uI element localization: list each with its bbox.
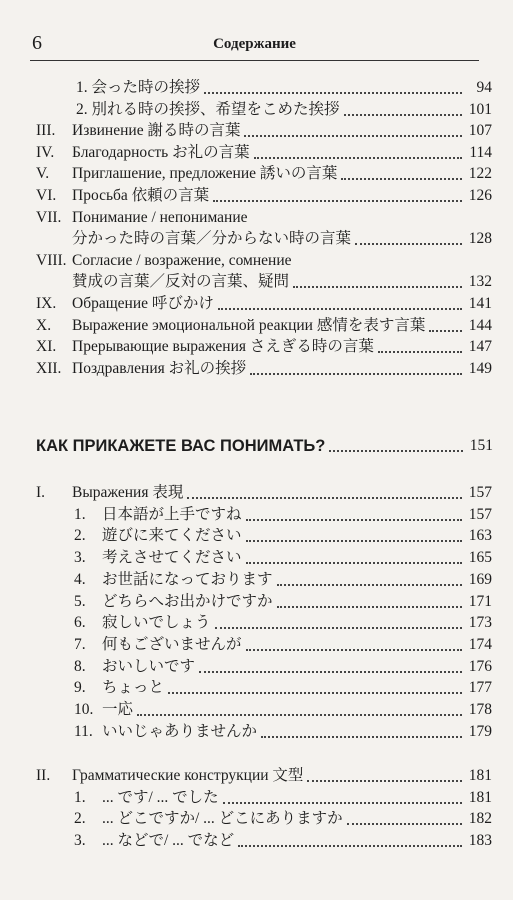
dot-leader bbox=[341, 178, 462, 180]
dot-leader bbox=[347, 823, 462, 825]
toc-entry-number: IV. bbox=[36, 143, 55, 161]
toc-entry-title: Грамматические конструкции 文型 bbox=[72, 767, 304, 784]
toc-entry-number: X. bbox=[36, 316, 52, 334]
toc-entry-number: 8. bbox=[74, 657, 86, 675]
toc-entry-title: おいしいです bbox=[102, 657, 196, 675]
section-heading bbox=[36, 432, 493, 460]
toc-entry-number: VII. bbox=[36, 208, 62, 226]
dot-leader bbox=[246, 519, 462, 521]
toc-entry bbox=[0, 162, 513, 186]
toc-entry-number: VI. bbox=[36, 187, 57, 204]
dot-leader bbox=[218, 308, 462, 310]
toc-entry-page: 147 bbox=[468, 338, 492, 356]
dot-leader bbox=[293, 286, 462, 288]
dot-leader bbox=[244, 135, 462, 137]
toc-entry-title: Приглашение, предложение 誘いの言葉 bbox=[72, 165, 338, 183]
dot-leader bbox=[168, 692, 462, 694]
toc-entry-title: 何もございませんが bbox=[102, 635, 242, 653]
toc-entry-number: 2. bbox=[74, 527, 86, 545]
toc-entry-title: 一応 bbox=[102, 701, 134, 718]
toc-entry bbox=[0, 270, 513, 294]
toc-entry-page: 177 bbox=[468, 679, 492, 697]
toc-entry-title: どちらへお出かけですか bbox=[102, 592, 273, 610]
toc-entry-number: 10. bbox=[74, 701, 94, 718]
toc-entry-title: 2. 別れる時の挨拶、希望をこめた挨拶 bbox=[76, 100, 340, 118]
toc-entry-number: III. bbox=[36, 122, 56, 140]
dot-leader bbox=[187, 497, 462, 499]
toc-entry-title: Согласие / возражение, сомнение bbox=[72, 251, 292, 269]
dot-leader bbox=[246, 562, 462, 564]
toc-entry-page: 178 bbox=[468, 701, 492, 718]
toc-entry-title: Понимание / непонимание bbox=[72, 208, 248, 226]
toc-entry-title: いいじゃありませんか bbox=[102, 722, 258, 740]
toc-entry bbox=[0, 611, 513, 635]
toc-entry-title: Просьба 依頼の言葉 bbox=[72, 187, 210, 204]
toc-entry-page: 174 bbox=[468, 635, 492, 653]
toc-entry-page: 157 bbox=[468, 505, 492, 523]
toc-entry-number: II. bbox=[36, 767, 51, 784]
toc-entry-title: 考えさせてください bbox=[102, 549, 242, 567]
toc-entry-title: 1. 会った時の挨拶 bbox=[76, 79, 201, 96]
toc-entry-page: 122 bbox=[468, 165, 492, 183]
dot-leader bbox=[355, 243, 462, 245]
toc-entry bbox=[0, 568, 513, 592]
toc-entry-title: Благодарность お礼の言葉 bbox=[72, 143, 250, 161]
dot-leader bbox=[137, 714, 462, 716]
toc-entry-number: 6. bbox=[74, 614, 86, 632]
toc-entry-page: 101 bbox=[468, 100, 492, 118]
toc-entry bbox=[0, 314, 513, 338]
dot-leader bbox=[307, 780, 462, 782]
dot-leader bbox=[223, 802, 462, 804]
toc-entry-title: Извинение 謝る時の言葉 bbox=[72, 122, 241, 140]
toc-entry-page: 163 bbox=[468, 527, 492, 545]
toc-entry bbox=[0, 481, 513, 505]
toc-entry bbox=[0, 335, 513, 359]
dot-leader bbox=[204, 92, 462, 94]
toc-entry-number: 7. bbox=[74, 635, 86, 653]
toc-entry-number: 2. bbox=[74, 810, 86, 828]
dot-leader bbox=[246, 649, 462, 651]
toc-entry-page: 144 bbox=[468, 316, 492, 334]
toc-entry-page: 181 bbox=[468, 767, 492, 784]
toc-entry bbox=[0, 546, 513, 570]
toc-entry-page: 107 bbox=[468, 122, 492, 140]
toc-entry-title: Выражения 表現 bbox=[72, 484, 184, 501]
toc-entry-page: 114 bbox=[469, 143, 492, 161]
toc-entry bbox=[0, 590, 513, 614]
toc-entry-number: XII. bbox=[36, 359, 62, 377]
toc-entry-title: ... です/ ... でした bbox=[102, 788, 219, 806]
toc-entry-title: Прерывающие выражения さえぎる時の言葉 bbox=[72, 338, 374, 356]
toc-entry bbox=[0, 786, 513, 810]
toc-entry-title: Обращение 呼びかけ bbox=[72, 295, 214, 312]
toc-entry-number: 3. bbox=[74, 832, 86, 850]
toc-entry-page: 176 bbox=[468, 657, 492, 675]
toc-entry-number: 5. bbox=[74, 592, 86, 610]
toc-entry-title: ちょっと bbox=[102, 679, 165, 697]
dot-leader bbox=[261, 736, 462, 738]
toc-entry-page: 157 bbox=[468, 484, 492, 501]
toc-entry-number: 1. bbox=[74, 505, 86, 523]
toc-entry-page: 94 bbox=[476, 79, 492, 96]
toc-entry-number: IX. bbox=[36, 295, 57, 312]
toc-entry-number: 3. bbox=[74, 549, 86, 567]
toc-entry-number: 11. bbox=[74, 722, 93, 740]
toc-entry bbox=[0, 633, 513, 657]
toc-entry-number: I. bbox=[36, 484, 46, 501]
toc-entry-title: ... などで/ ... でなど bbox=[102, 832, 235, 850]
toc-entry-page: 171 bbox=[468, 592, 492, 610]
toc-entry bbox=[0, 119, 513, 143]
toc-entry-number: 1. bbox=[74, 788, 86, 806]
toc-entry-page: 149 bbox=[468, 359, 492, 377]
toc-entry-title: 分かった時の言葉／分からない時の言葉 bbox=[72, 230, 352, 248]
toc-entry bbox=[0, 184, 513, 208]
toc-entry-title: 賛成の言葉／反対の言葉、疑問 bbox=[72, 273, 290, 291]
page-number: 6 bbox=[32, 32, 42, 54]
toc-entry-page: 181 bbox=[468, 788, 492, 806]
toc-entry-title: 寂しいでしょう bbox=[102, 614, 211, 632]
toc-entry-title: Поздравления お礼の挨拶 bbox=[72, 359, 247, 377]
dot-leader bbox=[277, 584, 462, 586]
dot-leader bbox=[250, 373, 462, 375]
toc-entry bbox=[0, 764, 513, 788]
toc-entry-title: 遊びに来てください bbox=[102, 527, 242, 545]
running-title: Содержание bbox=[213, 36, 296, 52]
toc-entry-page: 183 bbox=[468, 832, 492, 850]
toc-entry bbox=[0, 292, 513, 316]
dot-leader bbox=[378, 351, 462, 353]
toc-entry bbox=[0, 249, 513, 273]
toc-entry-page: 182 bbox=[468, 810, 492, 828]
toc-entry bbox=[0, 98, 513, 122]
toc-entry-number: VIII. bbox=[36, 251, 67, 269]
toc-entry bbox=[0, 698, 513, 722]
toc-entry bbox=[0, 829, 513, 853]
toc-entry-page: 169 bbox=[468, 570, 492, 588]
toc-entry-page: 173 bbox=[468, 614, 492, 632]
toc-entry-title: Выражение эмоциональной реакции 感情を表す言葉 bbox=[72, 316, 426, 334]
toc-entry bbox=[0, 76, 513, 100]
toc-entry-page: 126 bbox=[468, 187, 492, 204]
dot-leader bbox=[238, 845, 462, 847]
toc-entry-page: 141 bbox=[468, 295, 492, 312]
dot-leader bbox=[215, 627, 462, 629]
toc-entry bbox=[0, 357, 513, 381]
page-header bbox=[30, 30, 479, 61]
toc-entry bbox=[0, 676, 513, 700]
toc-entry-number: XI. bbox=[36, 338, 57, 356]
toc-entry-title: お世話になっております bbox=[102, 570, 273, 588]
toc-entry-title: ... どこですか/ ... どこにありますか bbox=[102, 810, 343, 828]
toc-entry bbox=[0, 655, 513, 679]
toc-entry-page: 165 bbox=[468, 549, 492, 567]
toc-entry bbox=[0, 524, 513, 548]
dot-leader bbox=[277, 606, 462, 608]
toc-entry-number: V. bbox=[36, 165, 50, 183]
toc-entry bbox=[0, 503, 513, 527]
dot-leader bbox=[254, 157, 462, 159]
toc-entry bbox=[0, 227, 513, 251]
dot-leader bbox=[246, 540, 462, 542]
dot-leader bbox=[213, 200, 462, 202]
toc-entry-title: 日本語が上手ですね bbox=[102, 505, 242, 523]
toc-entry bbox=[0, 141, 513, 165]
toc-entry-page: 128 bbox=[468, 230, 492, 248]
dot-leader bbox=[199, 671, 462, 673]
toc-entry-page: 179 bbox=[468, 722, 492, 740]
toc-entry-number: 9. bbox=[74, 679, 86, 697]
toc-entry bbox=[0, 807, 513, 831]
section-title: КАК ПРИКАЖЕТЕ ВАС ПОНИМАТЬ? bbox=[36, 437, 326, 455]
toc-entry-number: 4. bbox=[74, 570, 86, 588]
dot-leader bbox=[329, 450, 463, 452]
toc-entry bbox=[0, 206, 513, 230]
toc-entry-page: 132 bbox=[468, 273, 492, 291]
dot-leader bbox=[344, 114, 462, 116]
toc-entry bbox=[0, 720, 513, 744]
dot-leader bbox=[429, 330, 462, 332]
section-page: 151 bbox=[469, 437, 493, 454]
